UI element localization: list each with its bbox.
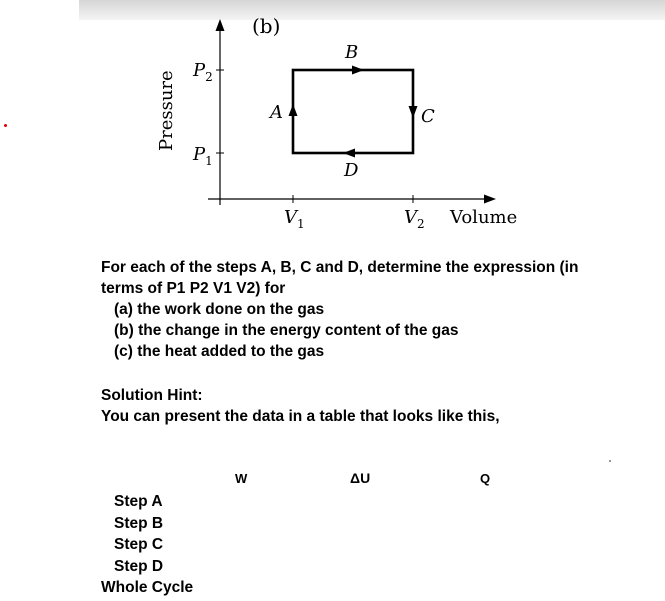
p2-label: $P_2$ — [193, 60, 213, 84]
y-axis-label: Pressure — [156, 70, 177, 151]
table-row: Step D — [114, 557, 164, 575]
table-rows — [101, 491, 193, 599]
x-axis-label: Volume — [450, 207, 518, 228]
question-line-2: terms of P1 P2 V1 V2) for — [101, 280, 286, 297]
gray-dot — [609, 460, 611, 462]
table-row: Step A — [114, 493, 163, 510]
arrow-a — [289, 104, 298, 116]
column-header-w: W — [235, 471, 248, 486]
hint-title: Solution Hint: — [101, 387, 203, 404]
arrow-c — [409, 106, 418, 118]
question-item-b: (b) the change in the energy content of the gas — [114, 322, 459, 339]
arrow-d — [343, 149, 355, 158]
question-item-c: (c) the heat added to the gas — [114, 343, 325, 360]
question-item-a: (a) the work done on the gas — [114, 301, 325, 318]
panel-label: (b) — [252, 14, 281, 38]
question-line-1: For each of the steps A, B, C and D, determine the expression (in — [101, 259, 579, 276]
arrow-b — [352, 66, 364, 75]
pv-diagram — [0, 0, 665, 240]
step-d-label: D — [344, 160, 359, 181]
v1-label: $V_1$ — [284, 207, 305, 231]
column-header-q: Q — [480, 471, 491, 486]
p1-label: $P_1$ — [193, 144, 213, 168]
cycle-path — [293, 70, 413, 153]
step-b-label: B — [345, 42, 359, 63]
table-row: Step C — [114, 536, 164, 553]
table-row: Step B — [114, 514, 164, 532]
step-a-label: A — [270, 102, 283, 123]
y-axis-arrow — [216, 19, 225, 31]
hint-text: You can present the data in a table that looks like this, — [101, 408, 500, 425]
column-header-delta-u: ΔU — [350, 470, 371, 486]
v2-label: $V_2$ — [404, 207, 425, 231]
x-axis-arrow — [484, 195, 496, 204]
table-row: Whole Cycle — [101, 579, 194, 596]
step-c-label: C — [421, 106, 435, 127]
